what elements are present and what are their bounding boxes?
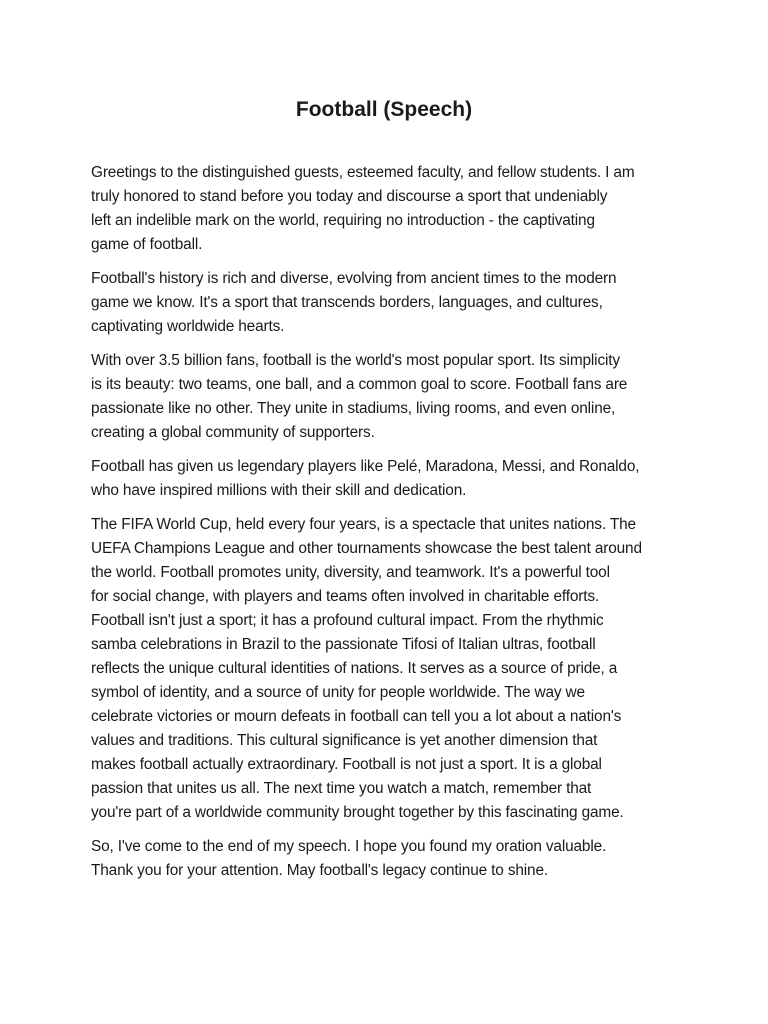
paragraph-greeting	[91, 161, 691, 257]
paragraph-history	[91, 267, 691, 339]
text-line: With over 3.5 billion fans, football is the world's most popular sport. Its simplicity	[91, 352, 620, 369]
text-line: Football's history is rich and diverse, evolving from ancient times to the modern	[91, 270, 617, 287]
text-line: Thank you for your attention. May football's legacy continue to shine.	[91, 862, 548, 879]
text-line: who have inspired millions with their skill and dedication.	[91, 482, 467, 499]
text-line: celebrate victories or mourn defeats in football can tell you a lot about a nation's	[91, 708, 622, 725]
paragraph-players	[91, 455, 691, 503]
paragraph-popularity	[91, 349, 691, 445]
text-line: Football isn't just a sport; it has a profound cultural impact. From the rhythmic	[91, 612, 604, 629]
text-line: Greetings to the distinguished guests, esteemed faculty, and fellow students. I am	[91, 164, 635, 181]
text-line: game we know. It's a sport that transcends borders, languages, and cultures,	[91, 294, 603, 311]
text-line: passionate like no other. They unite in stadiums, living rooms, and even online,	[91, 400, 616, 417]
text-line: UEFA Champions League and other tournaments showcase the best talent around	[91, 540, 642, 557]
text-line: creating a global community of supporters.	[91, 424, 375, 441]
text-line: samba celebrations in Brazil to the passionate Tifosi of Italian ultras, football	[91, 636, 596, 653]
text-line: reflects the unique cultural identities of nations. It serves as a source of pride, a	[91, 660, 618, 677]
text-line: the world. Football promotes unity, diversity, and teamwork. It's a powerful tool	[91, 564, 610, 581]
text-line: truly honored to stand before you today and discourse a sport that undeniably	[91, 188, 608, 205]
paragraph-world-cup	[91, 513, 691, 825]
text-line: for social change, with players and teams often involved in charitable efforts.	[91, 588, 600, 605]
text-line: Football has given us legendary players like Pelé, Maradona, Messi, and Ronaldo,	[91, 458, 640, 475]
text-line: So, I've come to the end of my speech. I hope you found my oration valuable.	[91, 838, 607, 855]
text-line: makes football actually extraordinary. Football is not just a sport. It is a global	[91, 756, 602, 773]
document-title: Football (Speech)	[295, 98, 473, 121]
text-line: game of football.	[91, 236, 203, 253]
text-line: captivating worldwide hearts.	[91, 318, 285, 335]
text-line: is its beauty: two teams, one ball, and a common goal to score. Football fans are	[91, 376, 628, 393]
text-line: left an indelible mark on the world, requiring no introduction - the captivating	[91, 212, 595, 229]
paragraph-conclusion	[91, 835, 691, 883]
text-line: The FIFA World Cup, held every four years, is a spectacle that unites nations. The	[91, 516, 636, 533]
text-line: you're part of a worldwide community brought together by this fascinating game.	[91, 804, 624, 821]
text-line: passion that unites us all. The next time you watch a match, remember that	[91, 780, 592, 797]
document-body	[91, 161, 691, 893]
text-line: symbol of identity, and a source of unity for people worldwide. The way we	[91, 684, 585, 701]
text-line: values and traditions. This cultural significance is yet another dimension that	[91, 732, 598, 749]
